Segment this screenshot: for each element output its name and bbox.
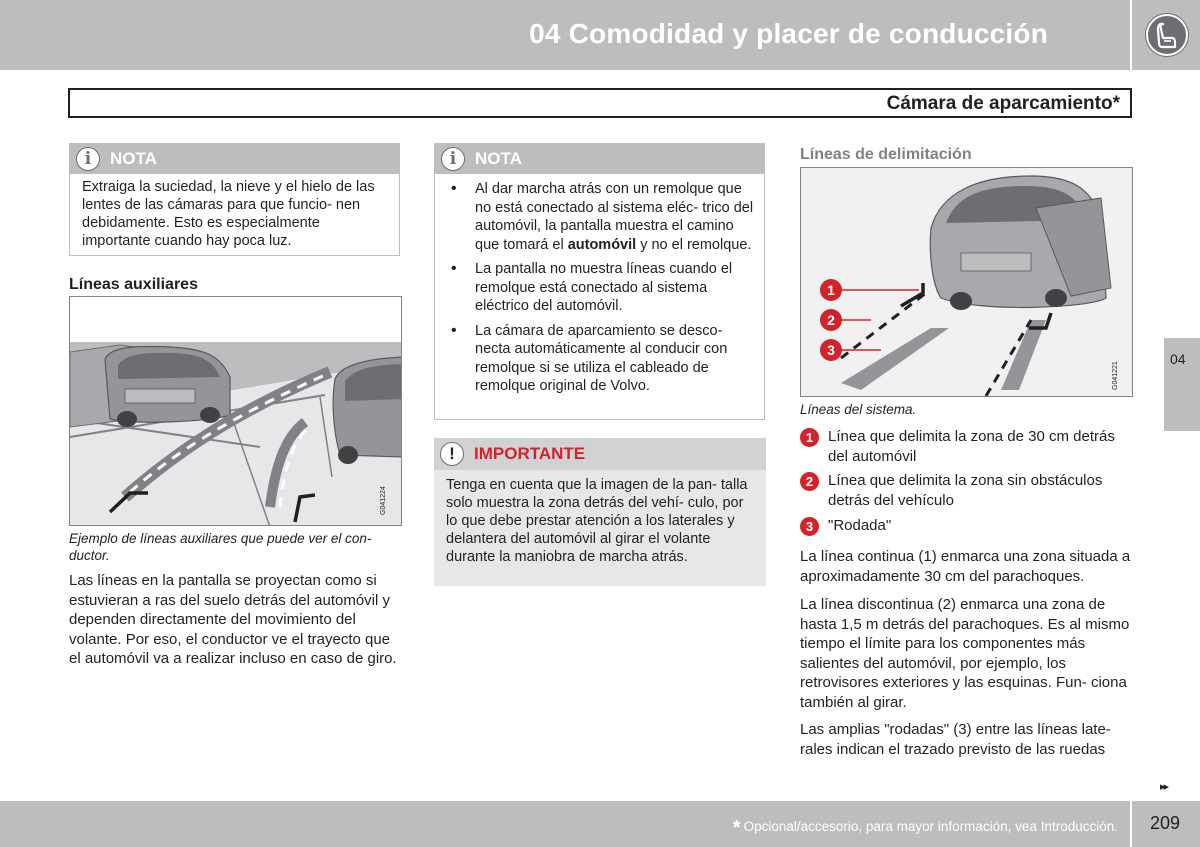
chapter-icon-tab (1132, 0, 1200, 70)
note-text: Extraiga la suciedad, la nieve y el hielo de las lentes de las cámaras para que funcio- nen debidamente. Esto es especialmente importante cuando hay poca luz. (82, 179, 375, 249)
section-title: Cámara de aparcamiento* (886, 93, 1120, 114)
note-list-item: • La cámara de aparcamiento se desco- necta automáticamente al conducir con remolque si se utiliza el cableado de remolque original de Volvo. (447, 322, 754, 396)
info-icon (76, 147, 100, 171)
legend-text: Línea que delimita la zona sin obstáculos detrás del vehículo (828, 472, 1103, 509)
note-label: NOTA (475, 149, 522, 168)
figure-caption-system: Líneas del sistema. (800, 402, 917, 417)
figure-delimitation-lines (800, 167, 1133, 397)
legend-number: 1 (800, 428, 819, 447)
continue-arrows-icon: ▸▸ (1160, 781, 1168, 793)
legend-item-1 (800, 427, 1135, 466)
legend-text: "Rodada" (828, 517, 892, 534)
legend-text: Línea que delimita la zona de 30 cm detrás del automóvil (828, 428, 1115, 465)
paragraph-continuous-line: La línea continua (1) enmarca una zona situada a aproximadamente 30 cm del parachoques. (800, 548, 1131, 585)
subheading-delimitation-lines: Líneas de delimitación (800, 146, 972, 163)
figure-code: G041221 (1112, 361, 1119, 390)
svg-text:2: 2 (827, 312, 835, 328)
parking-camera-illustration-system (801, 168, 1133, 397)
chapter-side-tab (1164, 338, 1200, 431)
side-tab-label: 04 (1170, 351, 1186, 367)
legend-number: 2 (800, 472, 819, 491)
footer-star: * (732, 817, 741, 839)
important-text: Tenga en cuenta que la imagen de la pan- talla solo muestra la zona detrás del vehí- culo, por lo que debe prestar atención a los laterales y delantera del automóvil al girar el volante durante la maniobra de marcha atrás. (446, 477, 748, 565)
svg-text:3: 3 (827, 342, 835, 358)
page-number: 209 (1150, 813, 1181, 833)
svg-text:1: 1 (827, 282, 835, 298)
note-box-trailer (434, 143, 765, 420)
chapter-title: 04 Comodidad y placer de conducción (529, 18, 1048, 49)
info-icon (441, 147, 465, 171)
footer-band (0, 801, 1130, 847)
note-label: NOTA (110, 149, 157, 168)
paragraph-track-lines: Las amplias "rodadas" (3) entre las líneas late- rales indican el trazado previsto de las ruedas (800, 721, 1111, 758)
legend-item-2 (800, 471, 1135, 510)
important-box (434, 438, 766, 586)
figure-caption-auxiliary: Ejemplo de líneas auxiliares que puede ver el con- ductor. (69, 531, 372, 563)
header-band (0, 0, 1130, 70)
footer-note (733, 817, 1118, 840)
section-title-bar (68, 88, 1132, 118)
legend-item-3 (800, 516, 1135, 536)
note-box-cleaning (69, 143, 400, 256)
subheading-auxiliary-lines: Líneas auxiliares (69, 276, 198, 293)
note-list-item: • Al dar marcha atrás con un remolque que no está conectado al sistema eléc- trico del automóvil, la pantalla muestra el camino que tomará el automóvil y no el remolque. (447, 180, 754, 254)
note-header (70, 144, 399, 174)
footer-text: Opcional/accesorio, para mayor información, vea Introducción. (743, 819, 1118, 834)
parking-camera-illustration-auxiliary (70, 297, 402, 526)
warning-icon (440, 442, 464, 466)
car-seat-icon (1146, 14, 1188, 56)
important-label: IMPORTANTE (474, 444, 586, 463)
figure-auxiliary-lines (69, 296, 402, 526)
important-header (434, 438, 766, 470)
figure-code: G041224 (380, 486, 387, 515)
paragraph-auxiliary-lines: Las líneas en la pantalla se proyectan como si estuvieran a ras del suelo detrás del automóvil y dependen directamente del movimiento del volante. Por eso, el conductor ve el trayecto que el automóvil va a realizar incluso en caso de giro. (69, 572, 397, 667)
legend-number: 3 (800, 517, 819, 536)
figure-callout-3 (820, 339, 842, 361)
paragraph-dashed-line: La línea discontinua (2) enmarca una zona de hasta 1,5 m detrás del parachoques. Es al mismo tiempo el límite para los componentes más salientes del automóvil, por ejemplo, los retrovisores exteriores y las esquinas. Fun- ciona también al girar. (800, 596, 1130, 711)
note-header (435, 144, 764, 174)
note-list (435, 174, 764, 408)
figure-callout-2 (820, 309, 842, 331)
figure-callout-1 (820, 279, 842, 301)
note-list-item: • La pantalla no muestra líneas cuando el remolque está conectado al sistema eléctrico del automóvil. (447, 260, 754, 316)
page-number-box (1132, 801, 1200, 847)
